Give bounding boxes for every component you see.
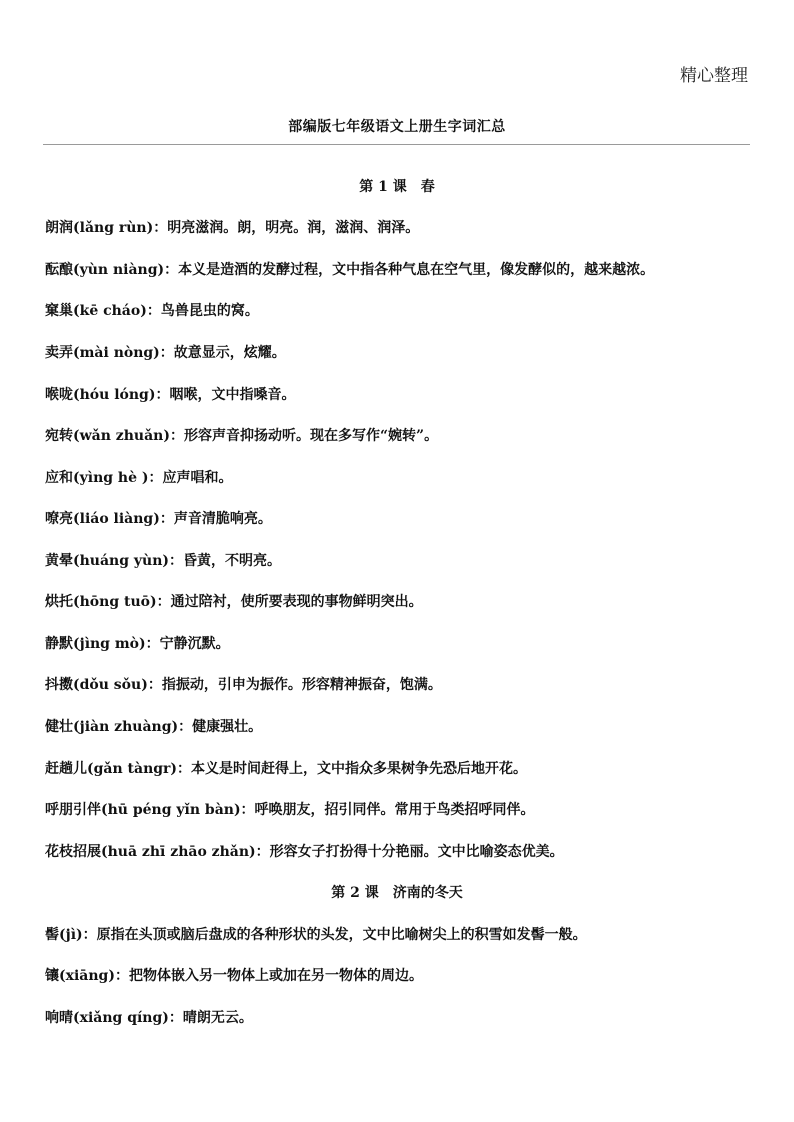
title-divider [43,144,750,145]
lesson-1-heading: 第 1 课 春 [359,179,435,195]
header-note: 精心整理 [680,66,748,86]
vocab-entry: 黄晕(huáng yùn)：昏黄，不明亮。 [45,553,282,569]
vocab-entry: 应和(yìng hè )：应声唱和。 [45,470,233,486]
vocab-entry: 烘托(hōng tuō)：通过陪衬，使所要表现的事物鲜明突出。 [45,594,423,610]
vocab-entry: 健壮(jiàn zhuàng)：健康强壮。 [45,719,263,735]
lesson-2-heading: 第 2 课 济南的冬天 [331,885,463,901]
vocab-entry: 嘹亮(liáo liàng)：声音清脆响亮。 [45,511,272,527]
vocab-entry: 卖弄(mài nòng)：故意显示，炫耀。 [45,345,286,361]
vocab-entry: 呼朋引伴(hū péng yǐn bàn)：呼唤朋友，招引同伴。常用于鸟类招呼同伴。 [45,802,535,818]
vocab-entry: 酝酿(yùn niàng)：本义是造酒的发酵过程，文中指各种气息在空气里，像发酵似的，越来越浓。 [45,262,655,278]
document-title: 部编版七年级语文上册生字词汇总 [288,119,506,135]
vocab-entry: 抖擞(dǒu sǒu)：指振动，引申为振作。形容精神振奋，饱满。 [45,677,442,693]
vocab-entry: 髻(jì)：原指在头顶或脑后盘成的各种形状的头发，文中比喻树尖上的积雪如发髻一般。 [45,927,587,943]
vocab-entry: 朗润(lǎng rùn)：明亮滋润。朗，明亮。润，滋润、润泽。 [45,220,420,236]
vocab-entry: 花枝招展(huā zhī zhāo zhǎn)：形容女子打扮得十分艳丽。文中比喻姿态优美。 [45,844,564,860]
vocab-entry: 镶(xiāng)：把物体嵌入另一物体上或加在另一物体的周边。 [45,968,423,984]
vocab-entry: 窠巢(kē cháo)：鸟兽昆虫的窝。 [45,303,259,319]
vocab-entry: 宛转(wǎn zhuǎn)：形容声音抑扬动听。现在多写作“婉转”。 [45,428,439,444]
vocab-entry: 静默(jìng mò)：宁静沉默。 [45,636,230,652]
vocab-entry: 喉咙(hóu lóng)：咽喉，文中指嗓音。 [45,387,296,403]
vocab-entry: 响晴(xiǎng qíng)：晴朗无云。 [45,1010,253,1026]
vocab-entry: 赶趟儿(gǎn tàngr)：本义是时间赶得上，文中指众多果树争先恐后地开花。 [45,761,528,777]
